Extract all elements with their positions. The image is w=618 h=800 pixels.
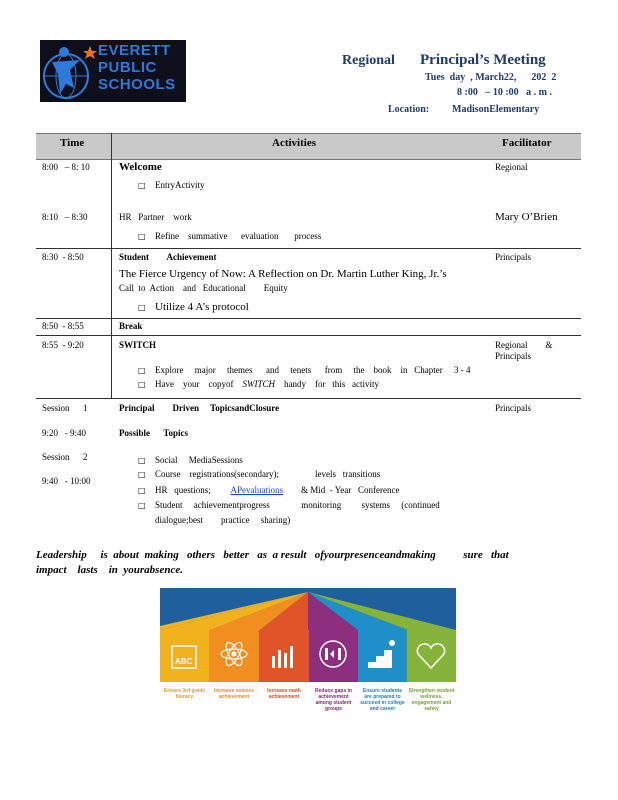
header-activities: Activities <box>272 137 316 149</box>
row5-bullet1: Explore major themes and tenets from the book in Chapter 3 - 4 <box>155 365 471 375</box>
globe-figure-icon <box>40 40 100 102</box>
column-divider <box>111 133 112 398</box>
caption-math: Increase math achievement <box>267 688 301 700</box>
row6-bullet3: HR questions; APevaluations & Mid - Year Conference <box>155 485 400 495</box>
tile-literacy <box>160 630 209 682</box>
caption-science: Increase science achievement <box>213 688 255 700</box>
caption-gaps: Reduce gaps in achievement among student groups <box>315 688 352 712</box>
location-value: MadisonElementary <box>452 104 540 115</box>
row-divider <box>36 248 581 249</box>
row1-facilitator: Regional <box>495 162 528 172</box>
row2-time: 8:10 – 8:30 <box>42 212 88 222</box>
row-divider <box>36 335 581 336</box>
bullet-icon: □ <box>138 456 146 465</box>
row6-time1: 9:20 - 9:40 <box>42 428 86 438</box>
ap-evaluations-link[interactable]: APevaluations <box>230 485 284 495</box>
bullet-icon: □ <box>138 380 146 389</box>
row5-bullet2: Have your copyof SWITCH handy for this activity <box>155 379 379 389</box>
header-time: Time <box>60 137 85 149</box>
row1-time: 8:00 – 8: 10 <box>42 162 90 172</box>
header-facilitator: Facilitator <box>502 137 552 149</box>
district-logo <box>40 40 186 102</box>
row4-time: 8:50 - 8:55 <box>42 321 84 331</box>
row1-bullet: EntryActivity <box>155 180 205 190</box>
meeting-date: Tues day , March22, 202 2 <box>425 72 557 83</box>
row-divider <box>36 398 581 399</box>
row-divider <box>36 318 581 319</box>
row6-bullet2: Course registrations(secondary); levels transitions <box>155 469 381 479</box>
row6-subtitle: Possible Topics <box>119 428 189 438</box>
location-label: Location: <box>388 104 430 115</box>
bullet-icon: □ <box>138 232 146 241</box>
abc-icon-label: ABC <box>175 657 193 666</box>
row5-time: 8:55 - 9:20 <box>42 340 84 350</box>
tile-wellness <box>407 630 456 682</box>
row1-title: Welcome <box>119 161 162 173</box>
logo-wordmark: EVERETT PUBLIC SCHOOLS <box>98 42 176 93</box>
row6-time2: 9:40 - 10:00 <box>42 476 91 486</box>
row6-facilitator: Principals <box>495 403 531 413</box>
header-regional: Regional <box>342 53 395 68</box>
row3-time: 8:30 - 8:50 <box>42 252 84 262</box>
leadership-quote: Leadership is about making others better as a result ofyourpresenceandmaking sure that impact lasts in yourabsence. <box>36 549 509 576</box>
strategic-goals-graphic <box>160 588 456 753</box>
row6-session1: Session 1 <box>42 403 88 413</box>
row5-facilitator-line2: Principals <box>495 351 531 361</box>
row3-line1: The Fierce Urgency of Now: A Reflection on Dr. Martin Luther King, Jr.’s <box>119 268 447 280</box>
row6-session2: Session 2 <box>42 452 88 462</box>
bullet-icon: □ <box>138 501 146 510</box>
row4-title: Break <box>119 321 143 331</box>
row2-title: HR Partner work <box>119 212 192 222</box>
row2-facilitator: Mary O’Brien <box>495 211 558 223</box>
page-title: Principal’s Meeting <box>420 52 546 68</box>
bullet-icon: □ <box>138 303 146 312</box>
row5-facilitator-line1: Regional & <box>495 340 553 350</box>
row5-title: SWITCH <box>119 340 157 350</box>
row6-bullet4-line1: Student achievementprogress monitoring systems (continued <box>155 500 440 510</box>
row3-line2: Call to Action and Educational Equity <box>119 283 288 293</box>
caption-college: Ensure students are prepared to succeed in college and career <box>360 688 405 712</box>
strategic-goals-banner <box>160 588 456 753</box>
bullet-icon: □ <box>138 366 146 375</box>
row6-bullet4-line2: dialogue;best practice sharing) <box>155 515 291 525</box>
bullet-icon: □ <box>138 486 146 495</box>
row3-bullet: Utilize 4 A’s protocol <box>155 301 249 313</box>
caption-literacy: Ensure 3rd grade literacy <box>163 688 206 700</box>
caption-wellness: Strengthen student wellness, engagement and safety <box>408 688 455 712</box>
row6-bullet1: Social MediaSessions <box>155 455 243 465</box>
bullet-icon: □ <box>138 470 146 479</box>
meeting-time: 8 :00 – 10 :00 a . m . <box>457 87 552 98</box>
row2-bullet: Refine summative evaluation process <box>155 231 322 241</box>
row3-title: Student Achievement <box>119 252 217 262</box>
agenda-table-header <box>36 133 581 160</box>
row3-facilitator: Principals <box>495 252 531 262</box>
row6-title: Principal Driven TopicsandClosure <box>119 403 280 413</box>
bullet-icon: □ <box>138 181 146 190</box>
